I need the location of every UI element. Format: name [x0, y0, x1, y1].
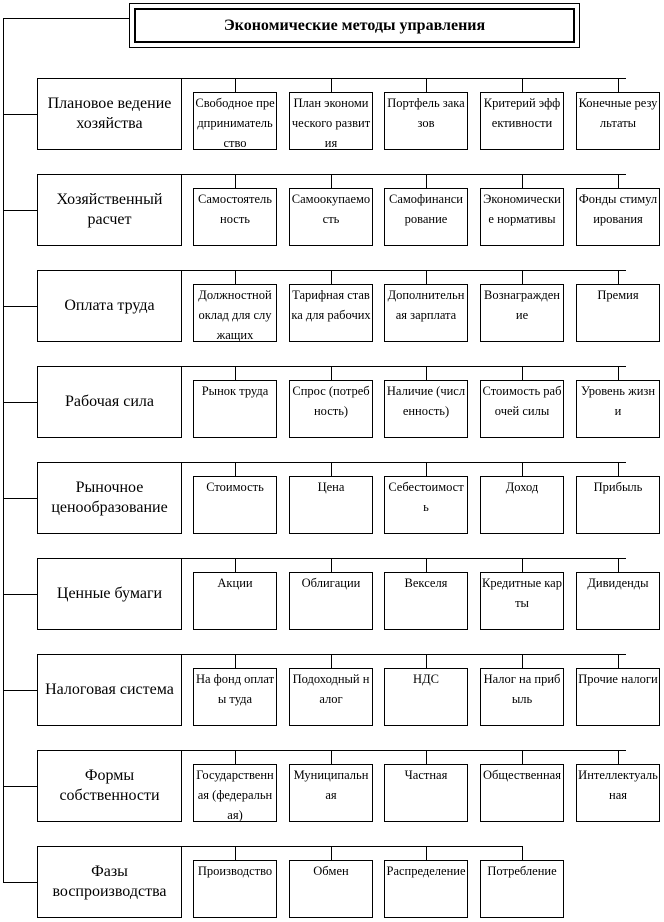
item-drop-line	[522, 174, 523, 188]
item-drop-line	[426, 846, 427, 860]
item-label: Прочие налоги	[578, 672, 658, 686]
item-label: Стоимость рабочей силы	[482, 384, 562, 418]
item-label: Дивиденды	[587, 576, 649, 590]
item-bus-line	[182, 846, 522, 847]
item-label: Критерий эффективности	[483, 96, 561, 130]
item-box	[576, 188, 660, 246]
item-box	[480, 380, 564, 438]
item-box	[384, 380, 468, 438]
category-label: Плановое ведение хозяйства	[47, 95, 172, 132]
item-box	[576, 764, 660, 822]
category-label: Налоговая система	[45, 681, 174, 698]
item-drop-line	[426, 462, 427, 476]
item-label: Самоокупаемость	[291, 192, 371, 226]
item-drop-line	[618, 78, 619, 92]
item-box	[576, 92, 660, 150]
item-box	[193, 188, 277, 246]
category-box	[37, 558, 182, 630]
item-label: Обмен	[313, 864, 349, 878]
item-box	[289, 92, 373, 150]
diagram-title: Экономические методы управления	[134, 8, 575, 43]
item-bus-line	[182, 78, 626, 79]
connector-title-to-spine	[3, 18, 130, 19]
item-label: Потребление	[487, 864, 557, 878]
item-drop-line	[618, 558, 619, 572]
item-drop-line	[235, 270, 236, 284]
item-label: Самостоятельность	[198, 192, 272, 226]
item-label: Распределение	[386, 864, 466, 878]
item-drop-line	[522, 558, 523, 572]
category-box	[37, 366, 182, 438]
item-label: Частная	[404, 768, 448, 782]
category-box	[37, 654, 182, 726]
item-box	[480, 284, 564, 342]
item-box	[480, 572, 564, 630]
item-drop-line	[235, 654, 236, 668]
item-label: Муниципальная	[293, 768, 369, 802]
item-drop-line	[426, 78, 427, 92]
item-drop-line	[618, 366, 619, 380]
item-label: План экономического развития	[291, 96, 371, 150]
item-box	[193, 764, 277, 822]
category-label: Оплата труда	[64, 297, 155, 314]
item-label: Спрос (потребность)	[292, 384, 370, 418]
item-label: Налог на прибыль	[483, 672, 561, 706]
item-label: Прибыль	[593, 480, 643, 494]
item-box	[289, 380, 373, 438]
item-drop-line	[235, 558, 236, 572]
item-bus-line	[182, 462, 626, 463]
category-box	[37, 270, 182, 342]
item-drop-line	[426, 558, 427, 572]
item-drop-line	[235, 174, 236, 188]
category-box	[37, 750, 182, 822]
item-drop-line	[235, 750, 236, 764]
item-drop-line	[331, 654, 332, 668]
item-label: Уровень жизни	[580, 384, 656, 418]
item-drop-line	[331, 846, 332, 860]
main-spine-line	[3, 18, 4, 883]
item-bus-line	[182, 750, 626, 751]
item-box	[289, 476, 373, 534]
item-box	[576, 284, 660, 342]
item-drop-line	[235, 462, 236, 476]
category-box	[37, 846, 182, 918]
item-box	[193, 476, 277, 534]
item-label: Конечные результаты	[578, 96, 658, 130]
item-drop-line	[426, 366, 427, 380]
item-label: Фонды стимулирования	[578, 192, 658, 226]
item-box	[480, 668, 564, 726]
item-drop-line	[618, 174, 619, 188]
item-box	[289, 764, 373, 822]
category-box	[37, 174, 182, 246]
category-label: Рыночное ценообразование	[51, 479, 168, 516]
branch-line	[3, 210, 37, 211]
item-label: Стоимость	[206, 480, 264, 494]
item-box	[384, 764, 468, 822]
item-bus-line	[182, 366, 626, 367]
item-drop-line	[426, 750, 427, 764]
item-box	[193, 860, 277, 918]
item-drop-line	[618, 462, 619, 476]
item-drop-line	[522, 846, 523, 860]
item-box	[193, 92, 277, 150]
item-label: Векселя	[404, 576, 448, 590]
branch-line	[3, 882, 37, 883]
item-box	[576, 668, 660, 726]
item-box	[384, 860, 468, 918]
item-box	[289, 860, 373, 918]
item-label: Себестоимость	[388, 480, 464, 514]
item-box	[384, 668, 468, 726]
item-box	[480, 92, 564, 150]
item-label: Цена	[317, 480, 345, 494]
item-bus-line	[182, 270, 626, 271]
item-box	[480, 764, 564, 822]
item-box	[384, 572, 468, 630]
item-box	[193, 668, 277, 726]
branch-line	[3, 786, 37, 787]
item-box	[480, 188, 564, 246]
item-label: НДС	[413, 672, 439, 686]
item-label: Рынок труда	[201, 384, 269, 398]
item-label: Общественная	[483, 768, 561, 782]
item-label: Производство	[197, 864, 273, 878]
item-drop-line	[331, 270, 332, 284]
item-drop-line	[618, 270, 619, 284]
item-label: Доход	[505, 480, 539, 494]
item-bus-line	[182, 174, 626, 175]
item-box	[384, 92, 468, 150]
item-drop-line	[426, 654, 427, 668]
item-box	[289, 572, 373, 630]
item-box	[193, 284, 277, 342]
item-label: Интеллектуальная	[578, 768, 658, 802]
item-label: Государственная (федеральная)	[196, 768, 274, 822]
item-box	[576, 380, 660, 438]
category-label: Формы собственности	[59, 767, 160, 804]
item-label: Облигации	[301, 576, 361, 590]
category-label: Рабочая сила	[65, 393, 154, 410]
item-drop-line	[522, 366, 523, 380]
item-drop-line	[426, 270, 427, 284]
item-box	[480, 476, 564, 534]
branch-line	[3, 306, 37, 307]
item-drop-line	[522, 654, 523, 668]
item-drop-line	[235, 846, 236, 860]
item-box	[576, 476, 660, 534]
item-drop-line	[522, 750, 523, 764]
item-drop-line	[331, 78, 332, 92]
item-label: Экономические нормативы	[483, 192, 561, 226]
item-box	[384, 188, 468, 246]
item-drop-line	[235, 78, 236, 92]
item-drop-line	[331, 462, 332, 476]
category-label: Фазы воспроизводства	[52, 863, 167, 900]
category-box	[37, 78, 182, 150]
branch-line	[3, 594, 37, 595]
item-drop-line	[522, 270, 523, 284]
item-box	[193, 572, 277, 630]
item-label: Премия	[597, 288, 639, 302]
item-label: Самофинансирование	[389, 192, 463, 226]
item-label: Дополнительная зарплата	[387, 288, 465, 322]
item-label: Кредитные карты	[482, 576, 562, 610]
diagram-title-frame	[129, 3, 580, 48]
item-drop-line	[618, 750, 619, 764]
item-drop-line	[331, 750, 332, 764]
item-drop-line	[235, 366, 236, 380]
item-label: На фонд оплаты туда	[195, 672, 275, 706]
branch-line	[3, 114, 37, 115]
item-label: Подоходный налог	[292, 672, 370, 706]
item-drop-line	[331, 366, 332, 380]
item-box	[289, 188, 373, 246]
item-drop-line	[522, 78, 523, 92]
item-label: Акции	[217, 576, 253, 590]
item-label: Должностной оклад для служащих	[198, 288, 272, 342]
item-box	[384, 284, 468, 342]
item-label: Наличие (численность)	[386, 384, 466, 418]
item-label: Свободное предпринимательство	[195, 96, 275, 150]
item-label: Вознаграждение	[484, 288, 560, 322]
item-box	[289, 284, 373, 342]
item-box	[384, 476, 468, 534]
item-box	[289, 668, 373, 726]
branch-line	[3, 690, 37, 691]
item-bus-line	[182, 558, 626, 559]
item-box	[576, 572, 660, 630]
category-box	[37, 462, 182, 534]
item-box	[480, 860, 564, 918]
item-drop-line	[522, 462, 523, 476]
branch-line	[3, 498, 37, 499]
branch-line	[3, 402, 37, 403]
category-label: Хозяйственный расчет	[56, 191, 163, 228]
item-label: Портфель заказов	[387, 96, 465, 130]
item-drop-line	[618, 654, 619, 668]
item-drop-line	[426, 174, 427, 188]
item-bus-line	[182, 654, 626, 655]
item-drop-line	[331, 174, 332, 188]
item-drop-line	[331, 558, 332, 572]
category-label: Ценные бумаги	[56, 585, 163, 602]
item-box	[193, 380, 277, 438]
item-label: Тарифная ставка для рабочих	[291, 288, 371, 322]
